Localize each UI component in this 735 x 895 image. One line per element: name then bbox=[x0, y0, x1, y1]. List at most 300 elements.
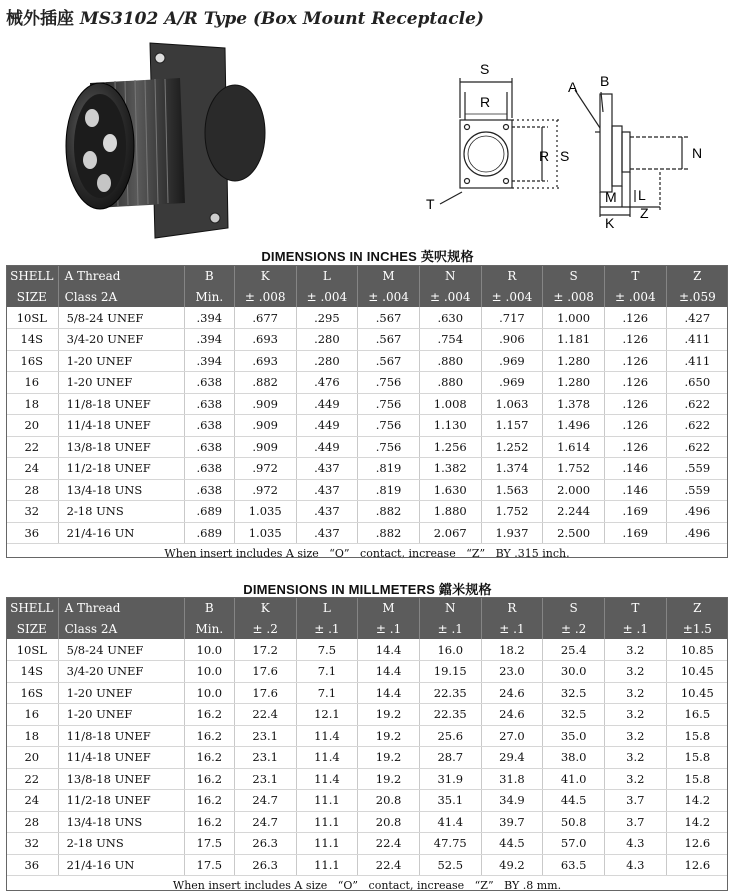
thread-cell: 11/8-18 UNEF bbox=[58, 393, 184, 415]
dimension-cell: 35.1 bbox=[419, 790, 481, 812]
dimension-cell: .437 bbox=[296, 458, 358, 480]
dimension-cell: 11.1 bbox=[296, 854, 358, 876]
dimension-cell: 1.280 bbox=[543, 350, 605, 372]
mm-column-header: SIZE bbox=[6, 618, 58, 639]
dimension-cell: 49.2 bbox=[481, 854, 543, 876]
dimension-cell: .756 bbox=[358, 415, 420, 437]
dimension-cell: 11.4 bbox=[296, 768, 358, 790]
dimension-cell: 1.378 bbox=[543, 393, 605, 415]
dimension-cell: .756 bbox=[358, 372, 420, 394]
dimension-cell: 7.1 bbox=[296, 682, 358, 704]
dimension-cell: 15.8 bbox=[666, 725, 728, 747]
dimension-cell: .567 bbox=[358, 350, 420, 372]
dimension-cell: .882 bbox=[234, 372, 296, 394]
table-row bbox=[6, 501, 728, 523]
dim-label-k: K bbox=[605, 215, 615, 231]
dimension-cell: .638 bbox=[184, 393, 234, 415]
thread-cell: 5/8-24 UNEF bbox=[58, 307, 184, 329]
dimension-cell: 15.8 bbox=[666, 768, 728, 790]
dimension-cell: 3.2 bbox=[604, 704, 666, 726]
table-row bbox=[6, 479, 728, 501]
thread-cell: 1-20 UNEF bbox=[58, 350, 184, 372]
dimension-cell: 12.1 bbox=[296, 704, 358, 726]
dimension-cell: .567 bbox=[358, 307, 420, 329]
dimension-cell: .880 bbox=[419, 350, 481, 372]
thread-cell: 21/4-16 UN bbox=[58, 854, 184, 876]
dimension-cell: 12.6 bbox=[666, 833, 728, 855]
dimension-cell: 16.0 bbox=[419, 639, 481, 661]
dimension-cell: 35.0 bbox=[543, 725, 605, 747]
dimension-cell: 3.7 bbox=[604, 790, 666, 812]
inch-column-header: ±.059 bbox=[666, 286, 728, 307]
dimension-cell: 14.2 bbox=[666, 790, 728, 812]
shell-size-cell: 24 bbox=[6, 790, 58, 812]
inch-column-header: R bbox=[481, 265, 543, 286]
thread-cell: 2-18 UNS bbox=[58, 501, 184, 523]
dimension-cell: 19.2 bbox=[358, 725, 420, 747]
dimension-cell: .819 bbox=[358, 458, 420, 480]
dimension-cell: 32.5 bbox=[543, 682, 605, 704]
thread-cell: 3/4-20 UNEF bbox=[58, 661, 184, 683]
dimension-cell: 19.2 bbox=[358, 747, 420, 769]
mm-column-header: ± .1 bbox=[296, 618, 358, 639]
dimension-cell: 34.9 bbox=[481, 790, 543, 812]
dimension-cell: .756 bbox=[358, 393, 420, 415]
inch-column-header: Class 2A bbox=[58, 286, 184, 307]
dimension-cell: 28.7 bbox=[419, 747, 481, 769]
dim-label-r-right: R bbox=[539, 148, 550, 164]
dimension-cell: .449 bbox=[296, 415, 358, 437]
dimension-cell: .622 bbox=[666, 393, 728, 415]
dimension-cell: 3.2 bbox=[604, 661, 666, 683]
page-title-cn: 械外插座 bbox=[6, 9, 74, 29]
inch-column-header: ± .004 bbox=[358, 286, 420, 307]
dimension-cell: .280 bbox=[296, 329, 358, 351]
front-view bbox=[440, 78, 560, 204]
dimension-cell: 2.244 bbox=[543, 501, 605, 523]
table-row bbox=[6, 747, 728, 769]
dimension-cell: 11.4 bbox=[296, 725, 358, 747]
dimension-cell: .972 bbox=[234, 479, 296, 501]
dimension-cell: 3.2 bbox=[604, 747, 666, 769]
inch-column-header: B bbox=[184, 265, 234, 286]
dimension-cell: 26.3 bbox=[234, 854, 296, 876]
dimension-cell: 50.8 bbox=[543, 811, 605, 833]
mm-column-header: K bbox=[234, 597, 296, 618]
dimension-cell: 17.6 bbox=[234, 661, 296, 683]
dimension-cell: 19.15 bbox=[419, 661, 481, 683]
table-row bbox=[6, 436, 728, 458]
mm-section-title: DIMENSIONS IN MILLMETERS 鐺米规格 bbox=[243, 582, 492, 597]
dimension-cell: 3.2 bbox=[604, 768, 666, 790]
dimension-cell: 4.3 bbox=[604, 833, 666, 855]
dimension-cell: 1.000 bbox=[543, 307, 605, 329]
shell-size-cell: 10SL bbox=[6, 307, 58, 329]
dimension-cell: 3.2 bbox=[604, 725, 666, 747]
dimension-cell: .880 bbox=[419, 372, 481, 394]
inch-column-header: T bbox=[604, 265, 666, 286]
dimension-cell: .689 bbox=[184, 522, 234, 544]
page-title-en: MS3102 A/R Type (Box Mount Receptacle) bbox=[79, 9, 484, 29]
dimension-cell: 10.45 bbox=[666, 661, 728, 683]
dimension-cell: 16.2 bbox=[184, 768, 234, 790]
inch-column-header: N bbox=[419, 265, 481, 286]
mm-header-row bbox=[6, 618, 728, 639]
dimension-cell: 1.937 bbox=[481, 522, 543, 544]
dimension-cell: .909 bbox=[234, 415, 296, 437]
dimension-cell: 16.2 bbox=[184, 725, 234, 747]
dimension-cell: 14.2 bbox=[666, 811, 728, 833]
dimension-cell: 16.2 bbox=[184, 811, 234, 833]
table-row bbox=[6, 811, 728, 833]
dimension-cell: 11.4 bbox=[296, 747, 358, 769]
dimension-cell: 23.0 bbox=[481, 661, 543, 683]
shell-size-cell: 10SL bbox=[6, 639, 58, 661]
dimension-cell: 22.35 bbox=[419, 704, 481, 726]
dimension-cell: .882 bbox=[358, 501, 420, 523]
dimension-cell: 3.2 bbox=[604, 682, 666, 704]
dimension-cell: 1.496 bbox=[543, 415, 605, 437]
table-row bbox=[6, 768, 728, 790]
dimension-cell: 1.008 bbox=[419, 393, 481, 415]
dimension-cell: .819 bbox=[358, 479, 420, 501]
thread-cell: 13/4-18 UNS bbox=[58, 479, 184, 501]
dim-label-t: T bbox=[426, 196, 435, 212]
dimension-cell: 1.752 bbox=[481, 501, 543, 523]
shell-size-cell: 20 bbox=[6, 747, 58, 769]
dimension-cell: 3.7 bbox=[604, 811, 666, 833]
inch-column-header: ± .004 bbox=[481, 286, 543, 307]
inch-column-header: K bbox=[234, 265, 296, 286]
dimension-cell: .146 bbox=[604, 479, 666, 501]
thread-cell: 5/8-24 UNEF bbox=[58, 639, 184, 661]
inch-header-row bbox=[6, 286, 728, 307]
dimension-cell: .295 bbox=[296, 307, 358, 329]
dimension-cell: 22.4 bbox=[358, 833, 420, 855]
dimension-cell: .909 bbox=[234, 436, 296, 458]
dimension-cell: 1.035 bbox=[234, 522, 296, 544]
thread-cell: 11/2-18 UNEF bbox=[58, 790, 184, 812]
dimension-cell: 7.5 bbox=[296, 639, 358, 661]
dimension-cell: .126 bbox=[604, 350, 666, 372]
dimension-cell: 1.256 bbox=[419, 436, 481, 458]
table-row bbox=[6, 833, 728, 855]
dimension-cell: 10.0 bbox=[184, 682, 234, 704]
inch-column-header: ± .004 bbox=[604, 286, 666, 307]
inch-column-header: SIZE bbox=[6, 286, 58, 307]
dimension-cell: 10.85 bbox=[666, 639, 728, 661]
shell-size-cell: 36 bbox=[6, 854, 58, 876]
table-row bbox=[6, 854, 728, 876]
shell-size-cell: 16 bbox=[6, 704, 58, 726]
dimension-cell: 1.752 bbox=[543, 458, 605, 480]
dimension-cell: 44.5 bbox=[543, 790, 605, 812]
dimension-cell: .650 bbox=[666, 372, 728, 394]
dimension-cell: 41.0 bbox=[543, 768, 605, 790]
dim-label-l: L bbox=[638, 187, 646, 203]
dim-label-s-top: S bbox=[480, 61, 490, 77]
dimension-cell: 25.4 bbox=[543, 639, 605, 661]
dimension-cell: .638 bbox=[184, 436, 234, 458]
dimension-cell: .630 bbox=[419, 307, 481, 329]
dimension-cell: 1.252 bbox=[481, 436, 543, 458]
dimension-cell: 16.2 bbox=[184, 747, 234, 769]
shell-size-cell: 14S bbox=[6, 329, 58, 351]
thread-cell: 13/4-18 UNS bbox=[58, 811, 184, 833]
inch-column-header: A Thread bbox=[58, 265, 184, 286]
table-row bbox=[6, 307, 728, 329]
shell-size-cell: 16S bbox=[6, 350, 58, 372]
inch-column-header: ± .004 bbox=[419, 286, 481, 307]
dimension-cell: .394 bbox=[184, 329, 234, 351]
shell-size-cell: 14S bbox=[6, 661, 58, 683]
inch-footnote: When insert includes A size “O” contact, increase “Z” BY .315 inch. bbox=[6, 544, 728, 563]
dimension-cell: .969 bbox=[481, 350, 543, 372]
mm-column-header: Class 2A bbox=[58, 618, 184, 639]
mm-column-header: ± .2 bbox=[234, 618, 296, 639]
dimension-cell: 24.7 bbox=[234, 811, 296, 833]
dimension-cell: 10.0 bbox=[184, 639, 234, 661]
dimension-cell: .559 bbox=[666, 458, 728, 480]
dim-label-n: N bbox=[692, 145, 703, 161]
dimension-cell: 19.2 bbox=[358, 704, 420, 726]
dimension-cell: .126 bbox=[604, 329, 666, 351]
shell-size-cell: 28 bbox=[6, 479, 58, 501]
shell-size-cell: 16 bbox=[6, 372, 58, 394]
mm-column-header: ±1.5 bbox=[666, 618, 728, 639]
dim-label-m: M bbox=[605, 189, 617, 205]
table-row bbox=[6, 725, 728, 747]
dimension-cell: 12.6 bbox=[666, 854, 728, 876]
thread-cell: 13/8-18 UNEF bbox=[58, 436, 184, 458]
dimension-cell: 41.4 bbox=[419, 811, 481, 833]
dimension-cell: 17.5 bbox=[184, 854, 234, 876]
dimension-cell: 52.5 bbox=[419, 854, 481, 876]
mm-column-header: B bbox=[184, 597, 234, 618]
dimension-cell: 23.1 bbox=[234, 725, 296, 747]
dimension-cell: .437 bbox=[296, 501, 358, 523]
dimension-cell: 29.4 bbox=[481, 747, 543, 769]
shell-size-cell: 28 bbox=[6, 811, 58, 833]
dimension-cell: 1.063 bbox=[481, 393, 543, 415]
shell-size-cell: 36 bbox=[6, 522, 58, 544]
dimension-cell: 47.75 bbox=[419, 833, 481, 855]
dimension-cell: .622 bbox=[666, 436, 728, 458]
dimension-cell: .638 bbox=[184, 372, 234, 394]
dim-label-z: Z bbox=[640, 205, 649, 221]
mm-column-header: S bbox=[543, 597, 605, 618]
page-title bbox=[6, 4, 484, 29]
inch-column-header: Z bbox=[666, 265, 728, 286]
dimension-cell: .449 bbox=[296, 436, 358, 458]
dimension-cell: .476 bbox=[296, 372, 358, 394]
dimension-cell: 20.8 bbox=[358, 790, 420, 812]
dimension-cell: .638 bbox=[184, 415, 234, 437]
dimension-cell: .693 bbox=[234, 329, 296, 351]
table-row bbox=[6, 372, 728, 394]
dim-label-a: A bbox=[568, 79, 578, 95]
dimension-cell: .622 bbox=[666, 415, 728, 437]
dimension-cell: .496 bbox=[666, 522, 728, 544]
dimension-cell: .411 bbox=[666, 350, 728, 372]
dimension-cell: 1.630 bbox=[419, 479, 481, 501]
shell-size-cell: 18 bbox=[6, 393, 58, 415]
mm-column-header: Min. bbox=[184, 618, 234, 639]
dimension-cell: 24.7 bbox=[234, 790, 296, 812]
dimension-cell: 11.1 bbox=[296, 790, 358, 812]
dimension-cell: 57.0 bbox=[543, 833, 605, 855]
thread-cell: 1-20 UNEF bbox=[58, 682, 184, 704]
mm-column-header: ± .1 bbox=[604, 618, 666, 639]
dimension-cell: .559 bbox=[666, 479, 728, 501]
shell-size-cell: 32 bbox=[6, 501, 58, 523]
dimension-cell: 31.8 bbox=[481, 768, 543, 790]
dimension-cell: 10.45 bbox=[666, 682, 728, 704]
dimension-cell: 17.5 bbox=[184, 833, 234, 855]
dimension-cell: 16.2 bbox=[184, 704, 234, 726]
connector-photo bbox=[60, 38, 275, 243]
dimension-cell: .126 bbox=[604, 436, 666, 458]
dimension-cell: 1.374 bbox=[481, 458, 543, 480]
dimension-cell: 1.382 bbox=[419, 458, 481, 480]
dimension-cell: 14.4 bbox=[358, 639, 420, 661]
dimension-cell: .449 bbox=[296, 393, 358, 415]
table-row bbox=[6, 458, 728, 480]
dimension-cell: 17.2 bbox=[234, 639, 296, 661]
dimension-cell: .638 bbox=[184, 479, 234, 501]
dimension-cell: 10.0 bbox=[184, 661, 234, 683]
dimension-cell: .126 bbox=[604, 372, 666, 394]
shell-size-cell: 16S bbox=[6, 682, 58, 704]
inch-dimensions-table bbox=[6, 265, 728, 563]
dimension-cell: 24.6 bbox=[481, 704, 543, 726]
dimension-cell: .126 bbox=[604, 415, 666, 437]
dimension-cell: .437 bbox=[296, 522, 358, 544]
dimension-cell: .754 bbox=[419, 329, 481, 351]
mm-column-header: ± .1 bbox=[481, 618, 543, 639]
dim-label-r-top: R bbox=[480, 94, 491, 110]
dimension-cell: .689 bbox=[184, 501, 234, 523]
dimension-cell: .882 bbox=[358, 522, 420, 544]
dimension-cell: 24.6 bbox=[481, 682, 543, 704]
mm-column-header: Z bbox=[666, 597, 728, 618]
dimension-cell: 1.035 bbox=[234, 501, 296, 523]
dimension-cell: 30.0 bbox=[543, 661, 605, 683]
dimension-cell: .756 bbox=[358, 436, 420, 458]
mm-column-header: N bbox=[419, 597, 481, 618]
inch-column-header: ± .008 bbox=[543, 286, 605, 307]
dimension-cell: .969 bbox=[481, 372, 543, 394]
thread-cell: 11/4-18 UNEF bbox=[58, 415, 184, 437]
dimension-cell: 26.3 bbox=[234, 833, 296, 855]
dimension-cell: 3.2 bbox=[604, 639, 666, 661]
dimension-cell: .280 bbox=[296, 350, 358, 372]
thread-cell: 21/4-16 UN bbox=[58, 522, 184, 544]
dimension-cell: 18.2 bbox=[481, 639, 543, 661]
inch-column-header: L bbox=[296, 265, 358, 286]
mm-column-header: R bbox=[481, 597, 543, 618]
shell-size-cell: 18 bbox=[6, 725, 58, 747]
dimension-cell: .169 bbox=[604, 522, 666, 544]
dimension-cell: .126 bbox=[604, 307, 666, 329]
table-row bbox=[6, 704, 728, 726]
inch-column-header: Min. bbox=[184, 286, 234, 307]
mm-column-header: SHELL bbox=[6, 597, 58, 618]
dimension-cell: 11.1 bbox=[296, 811, 358, 833]
dimension-cell: .394 bbox=[184, 307, 234, 329]
dimension-cell: .169 bbox=[604, 501, 666, 523]
shell-size-cell: 22 bbox=[6, 768, 58, 790]
dimension-cell: 31.9 bbox=[419, 768, 481, 790]
dimension-cell: 44.5 bbox=[481, 833, 543, 855]
inch-column-header: S bbox=[543, 265, 605, 286]
dimension-cell: 1.181 bbox=[543, 329, 605, 351]
dimension-cell: .394 bbox=[184, 350, 234, 372]
dimension-cell: 27.0 bbox=[481, 725, 543, 747]
dimension-cell: .126 bbox=[604, 393, 666, 415]
dimension-cell: 23.1 bbox=[234, 747, 296, 769]
dimension-cell: 11.1 bbox=[296, 833, 358, 855]
shell-size-cell: 20 bbox=[6, 415, 58, 437]
dimension-cell: 39.7 bbox=[481, 811, 543, 833]
shell-size-cell: 22 bbox=[6, 436, 58, 458]
thread-cell: 1-20 UNEF bbox=[58, 704, 184, 726]
dimension-cell: 16.2 bbox=[184, 790, 234, 812]
dimension-cell: .909 bbox=[234, 393, 296, 415]
mm-column-header: ± .1 bbox=[419, 618, 481, 639]
thread-cell: 2-18 UNS bbox=[58, 833, 184, 855]
table-row bbox=[6, 415, 728, 437]
dimension-cell: .146 bbox=[604, 458, 666, 480]
dim-label-b: B bbox=[600, 73, 610, 89]
mm-column-header: ± .1 bbox=[358, 618, 420, 639]
dimension-cell: 17.6 bbox=[234, 682, 296, 704]
dimension-cell: .906 bbox=[481, 329, 543, 351]
dimension-cell: 38.0 bbox=[543, 747, 605, 769]
mm-column-header: A Thread bbox=[58, 597, 184, 618]
table-row bbox=[6, 790, 728, 812]
dimension-cell: 2.500 bbox=[543, 522, 605, 544]
inch-header-row bbox=[6, 265, 728, 286]
dim-label-s-right: S bbox=[560, 148, 570, 164]
table-row bbox=[6, 522, 728, 544]
dimension-cell: 15.8 bbox=[666, 747, 728, 769]
dimension-cell: 1.130 bbox=[419, 415, 481, 437]
inch-column-header: M bbox=[358, 265, 420, 286]
dimension-cell: 7.1 bbox=[296, 661, 358, 683]
mm-header-row bbox=[6, 597, 728, 618]
thread-cell: 3/4-20 UNEF bbox=[58, 329, 184, 351]
dimension-cell: .717 bbox=[481, 307, 543, 329]
shell-size-cell: 24 bbox=[6, 458, 58, 480]
dimension-cell: .677 bbox=[234, 307, 296, 329]
side-view bbox=[575, 90, 688, 217]
mm-column-header: ± .2 bbox=[543, 618, 605, 639]
dimension-cell: 1.157 bbox=[481, 415, 543, 437]
dimension-cell: .693 bbox=[234, 350, 296, 372]
dimension-cell: 2.000 bbox=[543, 479, 605, 501]
dimension-cell: 19.2 bbox=[358, 768, 420, 790]
dimension-cell: 23.1 bbox=[234, 768, 296, 790]
dimension-cell: .638 bbox=[184, 458, 234, 480]
dimension-cell: .411 bbox=[666, 329, 728, 351]
thread-cell: 1-20 UNEF bbox=[58, 372, 184, 394]
mm-column-header: T bbox=[604, 597, 666, 618]
dimension-cell: .972 bbox=[234, 458, 296, 480]
dimension-cell: .567 bbox=[358, 329, 420, 351]
inch-column-header: ± .008 bbox=[234, 286, 296, 307]
dimension-cell: 32.5 bbox=[543, 704, 605, 726]
